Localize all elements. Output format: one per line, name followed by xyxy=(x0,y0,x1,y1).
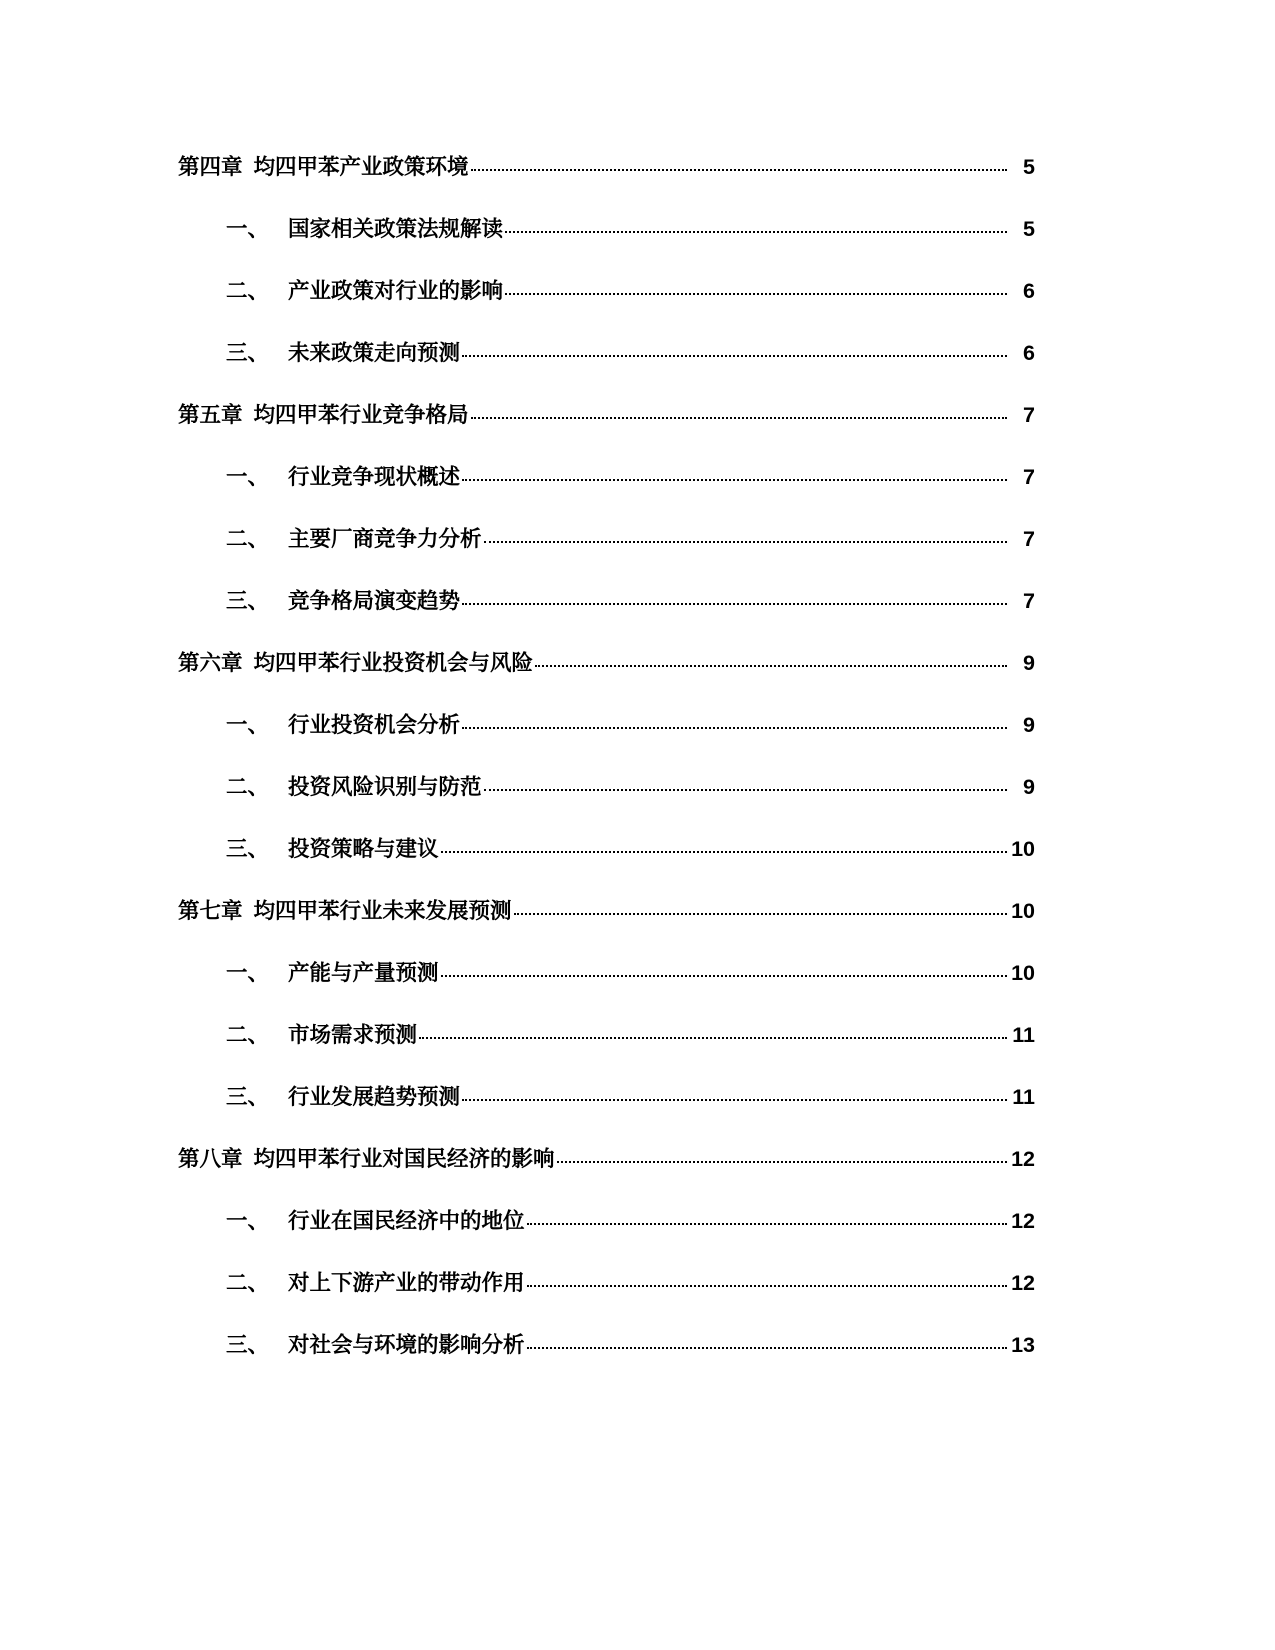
toc-entry-title: 对上下游产业的带动作用 xyxy=(288,1271,525,1295)
toc-entry-number: 三、 xyxy=(226,837,270,861)
toc-page-number: 7 xyxy=(1023,589,1035,613)
toc-leader-dots xyxy=(419,1037,1007,1039)
toc-entry-title: 行业发展趋势预测 xyxy=(288,1085,461,1109)
toc-entry-number: 二、 xyxy=(226,775,270,799)
toc-entry-title: 产能与产量预测 xyxy=(288,961,439,985)
toc-page-number: 12 xyxy=(1011,1271,1035,1295)
toc-page-number: 10 xyxy=(1011,961,1035,985)
toc-page-number: 12 xyxy=(1011,1209,1035,1233)
toc-entry-title: 对社会与环境的影响分析 xyxy=(288,1333,525,1357)
toc-entry-title: 均四甲苯行业对国民经济的影响 xyxy=(253,1147,555,1171)
toc-page-number: 6 xyxy=(1023,279,1035,303)
toc-leader-dots xyxy=(471,169,1007,171)
toc-page-number: 10 xyxy=(1011,837,1035,861)
toc-entry-number: 第八章 xyxy=(178,1147,243,1171)
toc-leader-dots xyxy=(441,851,1007,853)
toc-entry-title: 市场需求预测 xyxy=(288,1023,418,1047)
toc-leader-dots xyxy=(462,603,1007,605)
toc-leader-dots xyxy=(462,727,1007,729)
toc-page-number: 9 xyxy=(1023,713,1035,737)
toc-section-entry[interactable] xyxy=(178,1266,1035,1297)
toc-entry-title: 行业竞争现状概述 xyxy=(288,465,461,489)
toc-entry-number: 一、 xyxy=(226,961,270,985)
toc-section-entry[interactable] xyxy=(178,832,1035,863)
toc-entry-title: 均四甲苯行业竞争格局 xyxy=(253,403,469,427)
toc-entry-title: 投资风险识别与防范 xyxy=(288,775,482,799)
toc-leader-dots xyxy=(557,1161,1007,1163)
toc-leader-dots xyxy=(527,1223,1007,1225)
toc-entry-number: 第四章 xyxy=(178,155,243,179)
toc-chapter-entry[interactable] xyxy=(178,150,1035,181)
toc-entry-number: 三、 xyxy=(226,341,270,365)
toc-leader-dots xyxy=(462,479,1007,481)
toc-entry-title: 行业在国民经济中的地位 xyxy=(288,1209,525,1233)
toc-chapter-entry[interactable] xyxy=(178,1142,1035,1173)
toc-entry-number: 第七章 xyxy=(178,899,243,923)
toc-page-number: 7 xyxy=(1023,403,1035,427)
toc-chapter-entry[interactable] xyxy=(178,398,1035,429)
toc-page-number: 5 xyxy=(1023,155,1035,179)
toc-section-entry[interactable] xyxy=(178,1018,1035,1049)
toc-entry-number: 一、 xyxy=(226,217,270,241)
toc-entry-title: 产业政策对行业的影响 xyxy=(288,279,504,303)
toc-page-number: 7 xyxy=(1023,527,1035,551)
toc-entry-title: 行业投资机会分析 xyxy=(288,713,461,737)
toc-section-entry[interactable] xyxy=(178,584,1035,615)
toc-entry-number: 二、 xyxy=(226,527,270,551)
toc-entry-title: 投资策略与建议 xyxy=(288,837,439,861)
toc-page-number: 6 xyxy=(1023,341,1035,365)
toc-leader-dots xyxy=(527,1285,1007,1287)
toc-entry-number: 三、 xyxy=(226,589,270,613)
toc-section-entry[interactable] xyxy=(178,770,1035,801)
toc-section-entry[interactable] xyxy=(178,1080,1035,1111)
toc-entry-number: 第五章 xyxy=(178,403,243,427)
toc-chapter-entry[interactable] xyxy=(178,646,1035,677)
toc-leader-dots xyxy=(462,355,1007,357)
toc-entry-number: 一、 xyxy=(226,465,270,489)
toc-leader-dots xyxy=(484,541,1007,543)
toc-entry-number: 二、 xyxy=(226,1023,270,1047)
toc-section-entry[interactable] xyxy=(178,212,1035,243)
toc-leader-dots xyxy=(505,293,1007,295)
toc-entry-number: 二、 xyxy=(226,1271,270,1295)
toc-leader-dots xyxy=(441,975,1007,977)
toc-leader-dots xyxy=(471,417,1007,419)
toc-page-number: 11 xyxy=(1012,1085,1035,1109)
toc-entry-number: 一、 xyxy=(226,713,270,737)
toc-entry-number: 三、 xyxy=(226,1085,270,1109)
toc-entry-number: 第六章 xyxy=(178,651,243,675)
table-of-contents xyxy=(178,150,1035,1359)
toc-entry-title: 均四甲苯行业投资机会与风险 xyxy=(253,651,534,675)
toc-entry-number: 一、 xyxy=(226,1209,270,1233)
toc-chapter-entry[interactable] xyxy=(178,894,1035,925)
toc-section-entry[interactable] xyxy=(178,1328,1035,1359)
toc-page-number: 7 xyxy=(1023,465,1035,489)
toc-page-number: 5 xyxy=(1023,217,1035,241)
toc-page-number: 11 xyxy=(1012,1023,1035,1047)
toc-entry-title: 未来政策走向预测 xyxy=(288,341,461,365)
toc-entry-number: 三、 xyxy=(226,1333,270,1357)
toc-leader-dots xyxy=(505,231,1007,233)
toc-page-number: 10 xyxy=(1011,899,1035,923)
toc-section-entry[interactable] xyxy=(178,522,1035,553)
toc-leader-dots xyxy=(527,1347,1007,1349)
toc-entry-title: 均四甲苯产业政策环境 xyxy=(253,155,469,179)
toc-leader-dots xyxy=(462,1099,1007,1101)
toc-entry-title: 主要厂商竞争力分析 xyxy=(288,527,482,551)
toc-section-entry[interactable] xyxy=(178,336,1035,367)
toc-page-number: 9 xyxy=(1023,651,1035,675)
toc-entry-title: 竞争格局演变趋势 xyxy=(288,589,461,613)
toc-entry-title: 均四甲苯行业未来发展预测 xyxy=(253,899,512,923)
toc-page-number: 9 xyxy=(1023,775,1035,799)
toc-section-entry[interactable] xyxy=(178,274,1035,305)
toc-leader-dots xyxy=(484,789,1007,791)
toc-section-entry[interactable] xyxy=(178,956,1035,987)
toc-leader-dots xyxy=(535,665,1007,667)
toc-section-entry[interactable] xyxy=(178,460,1035,491)
toc-entry-number: 二、 xyxy=(226,279,270,303)
toc-section-entry[interactable] xyxy=(178,708,1035,739)
toc-section-entry[interactable] xyxy=(178,1204,1035,1235)
toc-entry-title: 国家相关政策法规解读 xyxy=(288,217,504,241)
toc-page-number: 12 xyxy=(1011,1147,1035,1171)
toc-page-number: 13 xyxy=(1011,1333,1035,1357)
toc-leader-dots xyxy=(514,913,1007,915)
